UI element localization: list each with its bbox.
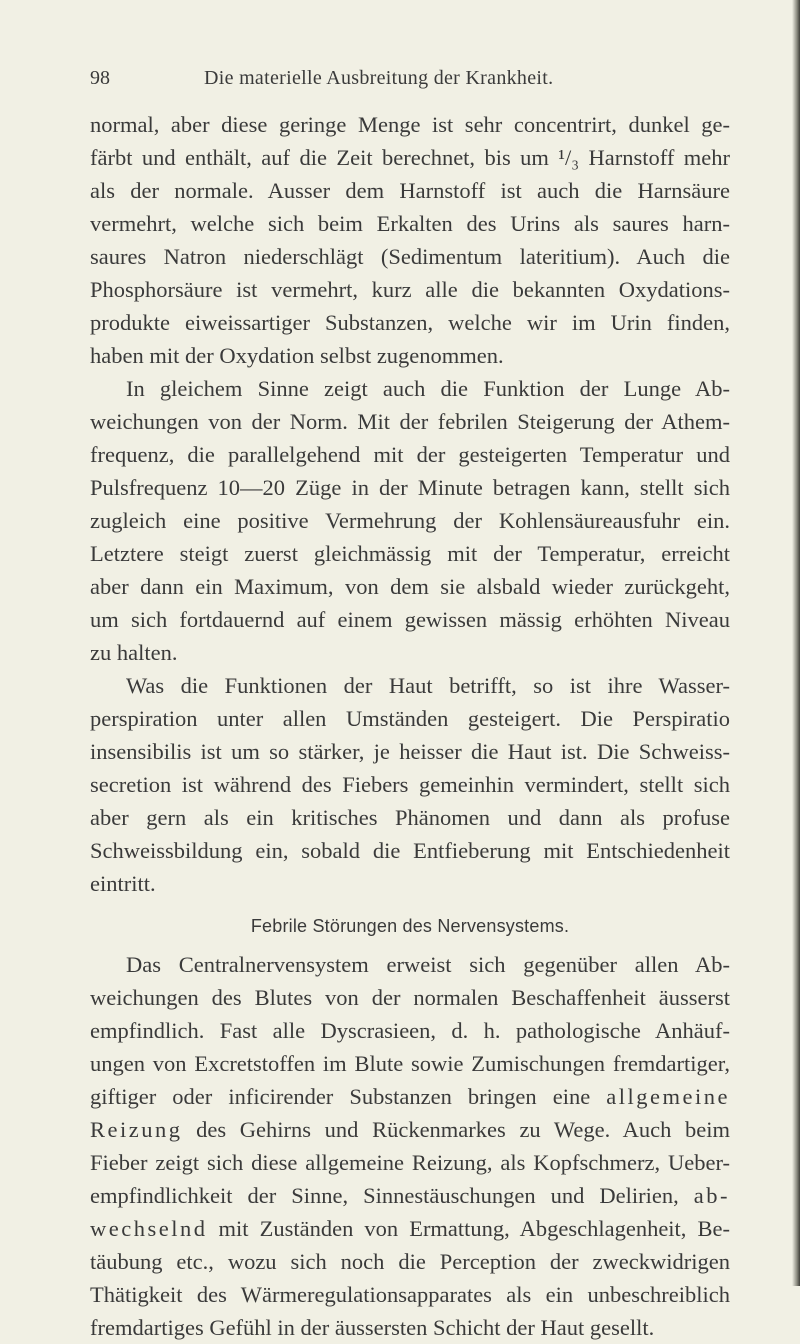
text-line: weichungen des Blutes von der normalen Beschaffenheit äusserst	[90, 985, 730, 1010]
text-line: Das Centralnervensystem erweist sich gegenüber allen Ab-	[126, 952, 730, 977]
text-line: Phosphorsäure ist vermehrt, kurz alle die bekannten Oxydations-	[90, 277, 730, 302]
text-line: frequenz, die parallelgehend mit der gesteigerten Temperatur und	[90, 442, 730, 467]
text-line: als der normale. Ausser dem Harnstoff ist auch die Harnsäure	[90, 178, 730, 203]
body-text	[90, 108, 730, 1344]
emphasis-spaced: Reizung	[90, 1117, 183, 1142]
text-line: weichungen von der Norm. Mit der febrilen Steigerung der Athem-	[90, 409, 730, 434]
text-line: Fieber zeigt sich diese allgemeine Reizung, als Kopfschmerz, Ueber-	[90, 1150, 730, 1175]
text-line: aber gern als ein kritisches Phänomen und dann als profuse	[90, 805, 730, 830]
paragraph-lungs	[90, 372, 730, 669]
text-line: normal, aber diese geringe Menge ist sehr concentrirt, dunkel ge-	[90, 112, 730, 137]
text-line: färbt und enthält, auf die Zeit berechnet, bis um ¹/₃ Harnstoff mehr	[90, 145, 730, 170]
emphasis-spaced: wechselnd	[90, 1216, 208, 1241]
paragraph-nervous-system	[90, 948, 730, 1344]
text-line: um sich fortdauernd auf einem gewissen mässig erhöhten Niveau	[90, 607, 730, 632]
text-line: saures Natron niederschlägt (Sedimentum lateritium). Auch die	[90, 244, 730, 269]
text-line: secretion ist während des Fiebers gemeinhin vermindert, stellt sich	[90, 772, 730, 797]
text-line: empfindlich. Fast alle Dyscrasieen, d. h. pathologische Anhäuf-	[90, 1018, 730, 1043]
text-line: produkte eiweissartiger Substanzen, welche wir im Urin finden,	[90, 310, 730, 335]
scan-page-edge	[792, 0, 800, 1286]
text-segment: mit Zuständen von Ermattung, Abgeschlagenheit, Be-	[207, 1216, 730, 1241]
text-line: insensibilis ist um so stärker, je heisser die Haut ist. Die Schweiss-	[90, 739, 730, 764]
text-line: perspiration unter allen Umständen gesteigert. Die Perspiratio	[90, 706, 730, 731]
text-line: ungen von Excretstoffen im Blute sowie Zumischungen fremdartiger,	[90, 1051, 730, 1076]
text-segment: des Gehirns und Rückenmarkes zu Wege. Auch beim	[182, 1117, 730, 1142]
running-title: Die materielle Ausbreitung der Krankheit.	[204, 67, 554, 89]
text-line: aber dann ein Maximum, von dem sie alsbald wieder zurückgeht,	[90, 574, 730, 599]
text-line-with-emphasis	[90, 1080, 730, 1113]
text-line: Schweissbildung ein, sobald die Entfieberung mit Entschiedenheit	[90, 838, 730, 863]
text-segment: giftiger oder inficirender Substanzen bringen eine	[90, 1084, 591, 1109]
text-line: eintritt.	[90, 871, 156, 896]
page-number: 98	[90, 67, 110, 89]
text-line: täubung etc., wozu sich noch die Perception der zweckwidrigen	[90, 1249, 730, 1274]
text-line: Pulsfrequenz 10—20 Züge in der Minute betragen kann, stellt sich	[90, 475, 730, 500]
section-heading: Febrile Störungen des Nervensystems.	[250, 916, 570, 936]
paragraph-skin	[90, 669, 730, 900]
text-line: zu halten.	[90, 640, 178, 665]
text-line: Was die Funktionen der Haut betrifft, so ist ihre Wasser-	[126, 673, 730, 698]
emphasis-spaced: ab-	[693, 1183, 730, 1208]
paragraph-urine	[90, 108, 730, 372]
page-header	[90, 63, 720, 93]
text-line: vermehrt, welche sich beim Erkalten des Urins als saures harn-	[90, 211, 730, 236]
text-line-with-emphasis	[90, 1113, 730, 1146]
text-line: Letztere steigt zuerst gleichmässig mit der Temperatur, erreicht	[90, 541, 730, 566]
emphasis-spaced: allgemeine	[606, 1084, 730, 1109]
text-line: fremdartiges Gefühl in der äussersten Schicht der Haut gesellt.	[90, 1315, 655, 1340]
text-line: In gleichem Sinne zeigt auch die Funktion der Lunge Ab-	[126, 376, 730, 401]
text-line: haben mit der Oxydation selbst zugenommen.	[90, 343, 504, 368]
text-line-with-emphasis	[90, 1212, 730, 1245]
text-line: zugleich eine positive Vermehrung der Kohlensäureausfuhr ein.	[90, 508, 730, 533]
text-segment: empfindlichkeit der Sinne, Sinnestäuschungen und Delirien,	[90, 1183, 679, 1208]
text-line: Thätigkeit des Wärmeregulationsapparates als ein unbeschreiblich	[90, 1282, 730, 1307]
text-line-with-emphasis	[90, 1179, 730, 1212]
